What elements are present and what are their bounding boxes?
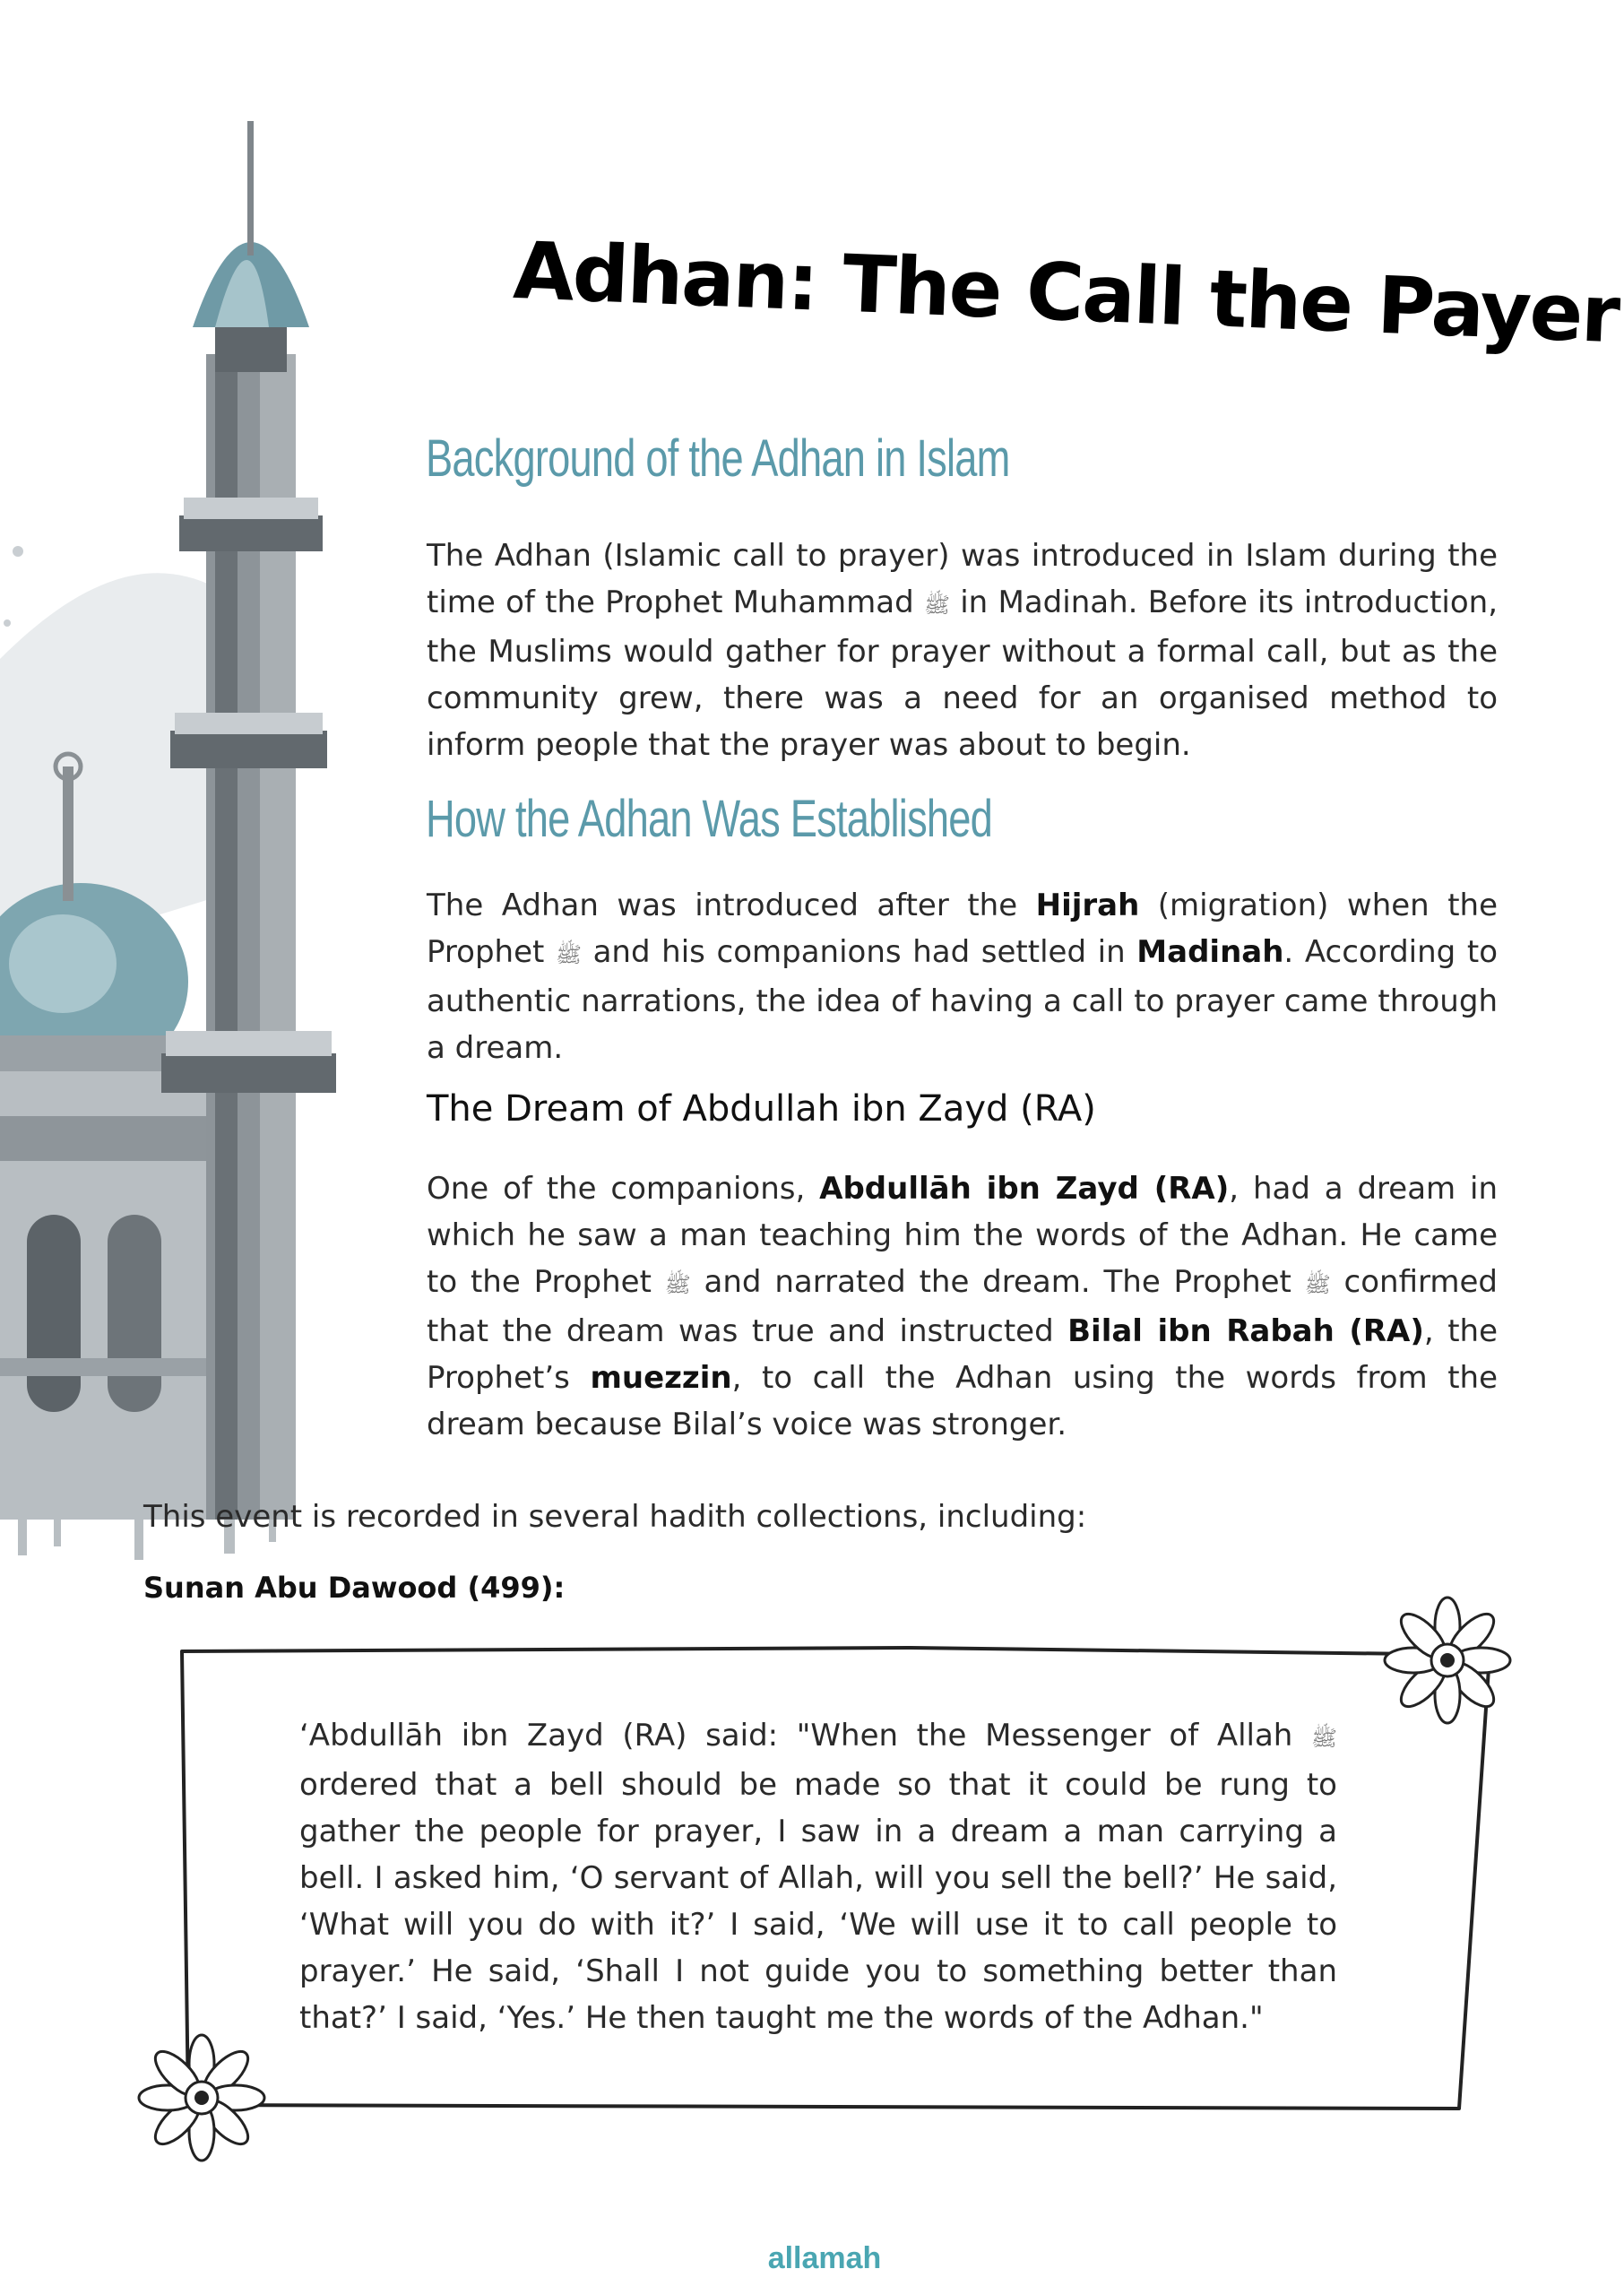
bold-term: muezzin xyxy=(590,1360,732,1396)
establishment-paragraph xyxy=(427,882,1498,1071)
text-run: ordered that a bell should be made so that it could be rung to gather the people for prayer, I saw in a dream a man carrying a bell. I asked him, ‘O servant of Allah, will you sell the bell?’ He said, ‘What will you do with it?’ I said, ‘We will use it to call people to prayer.’ He said, ‘Shall I not guide you to something better than that?’ I said, ‘Yes.’ He then taught me the words of the Adhan." xyxy=(299,1767,1337,2036)
honorific-glyph: ﷺ xyxy=(1304,1272,1331,1297)
honorific-glyph: ﷺ xyxy=(923,593,950,618)
bold-term: Bilal ibn Rabah (RA) xyxy=(1067,1313,1424,1349)
text-run: and narrated the dream. The Prophet xyxy=(690,1264,1305,1300)
background-paragraph xyxy=(427,533,1498,768)
bold-term: Abdullāh ibn Zayd (RA) xyxy=(819,1171,1230,1207)
dream-paragraph xyxy=(427,1165,1498,1448)
section-heading-establishment: How the Adhan Was Established xyxy=(426,790,993,848)
bold-term: Hijrah xyxy=(1035,888,1140,923)
text-run: ‘Abdullāh ibn Zayd (RA) said: "When the Messenger of Allah xyxy=(299,1718,1311,1754)
honorific-glyph: ﷺ xyxy=(1311,1726,1337,1751)
mosque-illustration xyxy=(0,85,412,1564)
text-run: , had a dream in which he saw a man teaching him the words of the Adhan. He came to the Prophet xyxy=(427,1171,1499,1300)
flower-icon xyxy=(139,2035,264,2161)
text-run: The Adhan was introduced after the xyxy=(427,888,1036,923)
page-title: Adhan: The Call the Payer xyxy=(511,224,1620,361)
honorific-glyph: ﷺ xyxy=(555,942,582,967)
dream-subheading: The Dream of Abdullah ibn Zayd (RA) xyxy=(427,1088,1096,1130)
text-run: , the Prophet’s xyxy=(427,1313,1498,1396)
flower-icon xyxy=(1385,1598,1510,1723)
text-run: The Adhan (Islamic call to prayer) was introduced in Islam during the time of the Prophet Muhammad xyxy=(427,538,1498,620)
text-run: (migration) when the Prophet xyxy=(427,888,1498,970)
brand-logo: allamah xyxy=(767,2241,882,2275)
section-heading-background: Background of the Adhan in Islam xyxy=(426,429,1010,488)
text-run: in Madinah. Before its introduction, the Muslims would gather for prayer without a formal call, but as the community grew, there was a need for an organised method to inform people that the prayer was about to begin. xyxy=(427,585,1499,763)
bold-term: Madinah xyxy=(1136,934,1284,970)
text-run: confirmed that the dream was true and instructed xyxy=(427,1264,1498,1349)
text-run: and his companions had settled in xyxy=(581,934,1137,970)
text-run: One of the companions, xyxy=(427,1171,820,1207)
text-run: . According to authentic narrations, the idea of having a call to prayer came through a dream. xyxy=(427,934,1498,1066)
text-run: , to call the Adhan using the words from the dream because Bilal’s voice was stronger. xyxy=(427,1360,1499,1442)
source-label: Sunan Abu Dawood (499): xyxy=(143,1571,566,1605)
hadith-quote xyxy=(299,1712,1337,2041)
collections-note: This event is recorded in several hadith collections, including: xyxy=(143,1499,1087,1535)
honorific-glyph: ﷺ xyxy=(664,1272,691,1297)
